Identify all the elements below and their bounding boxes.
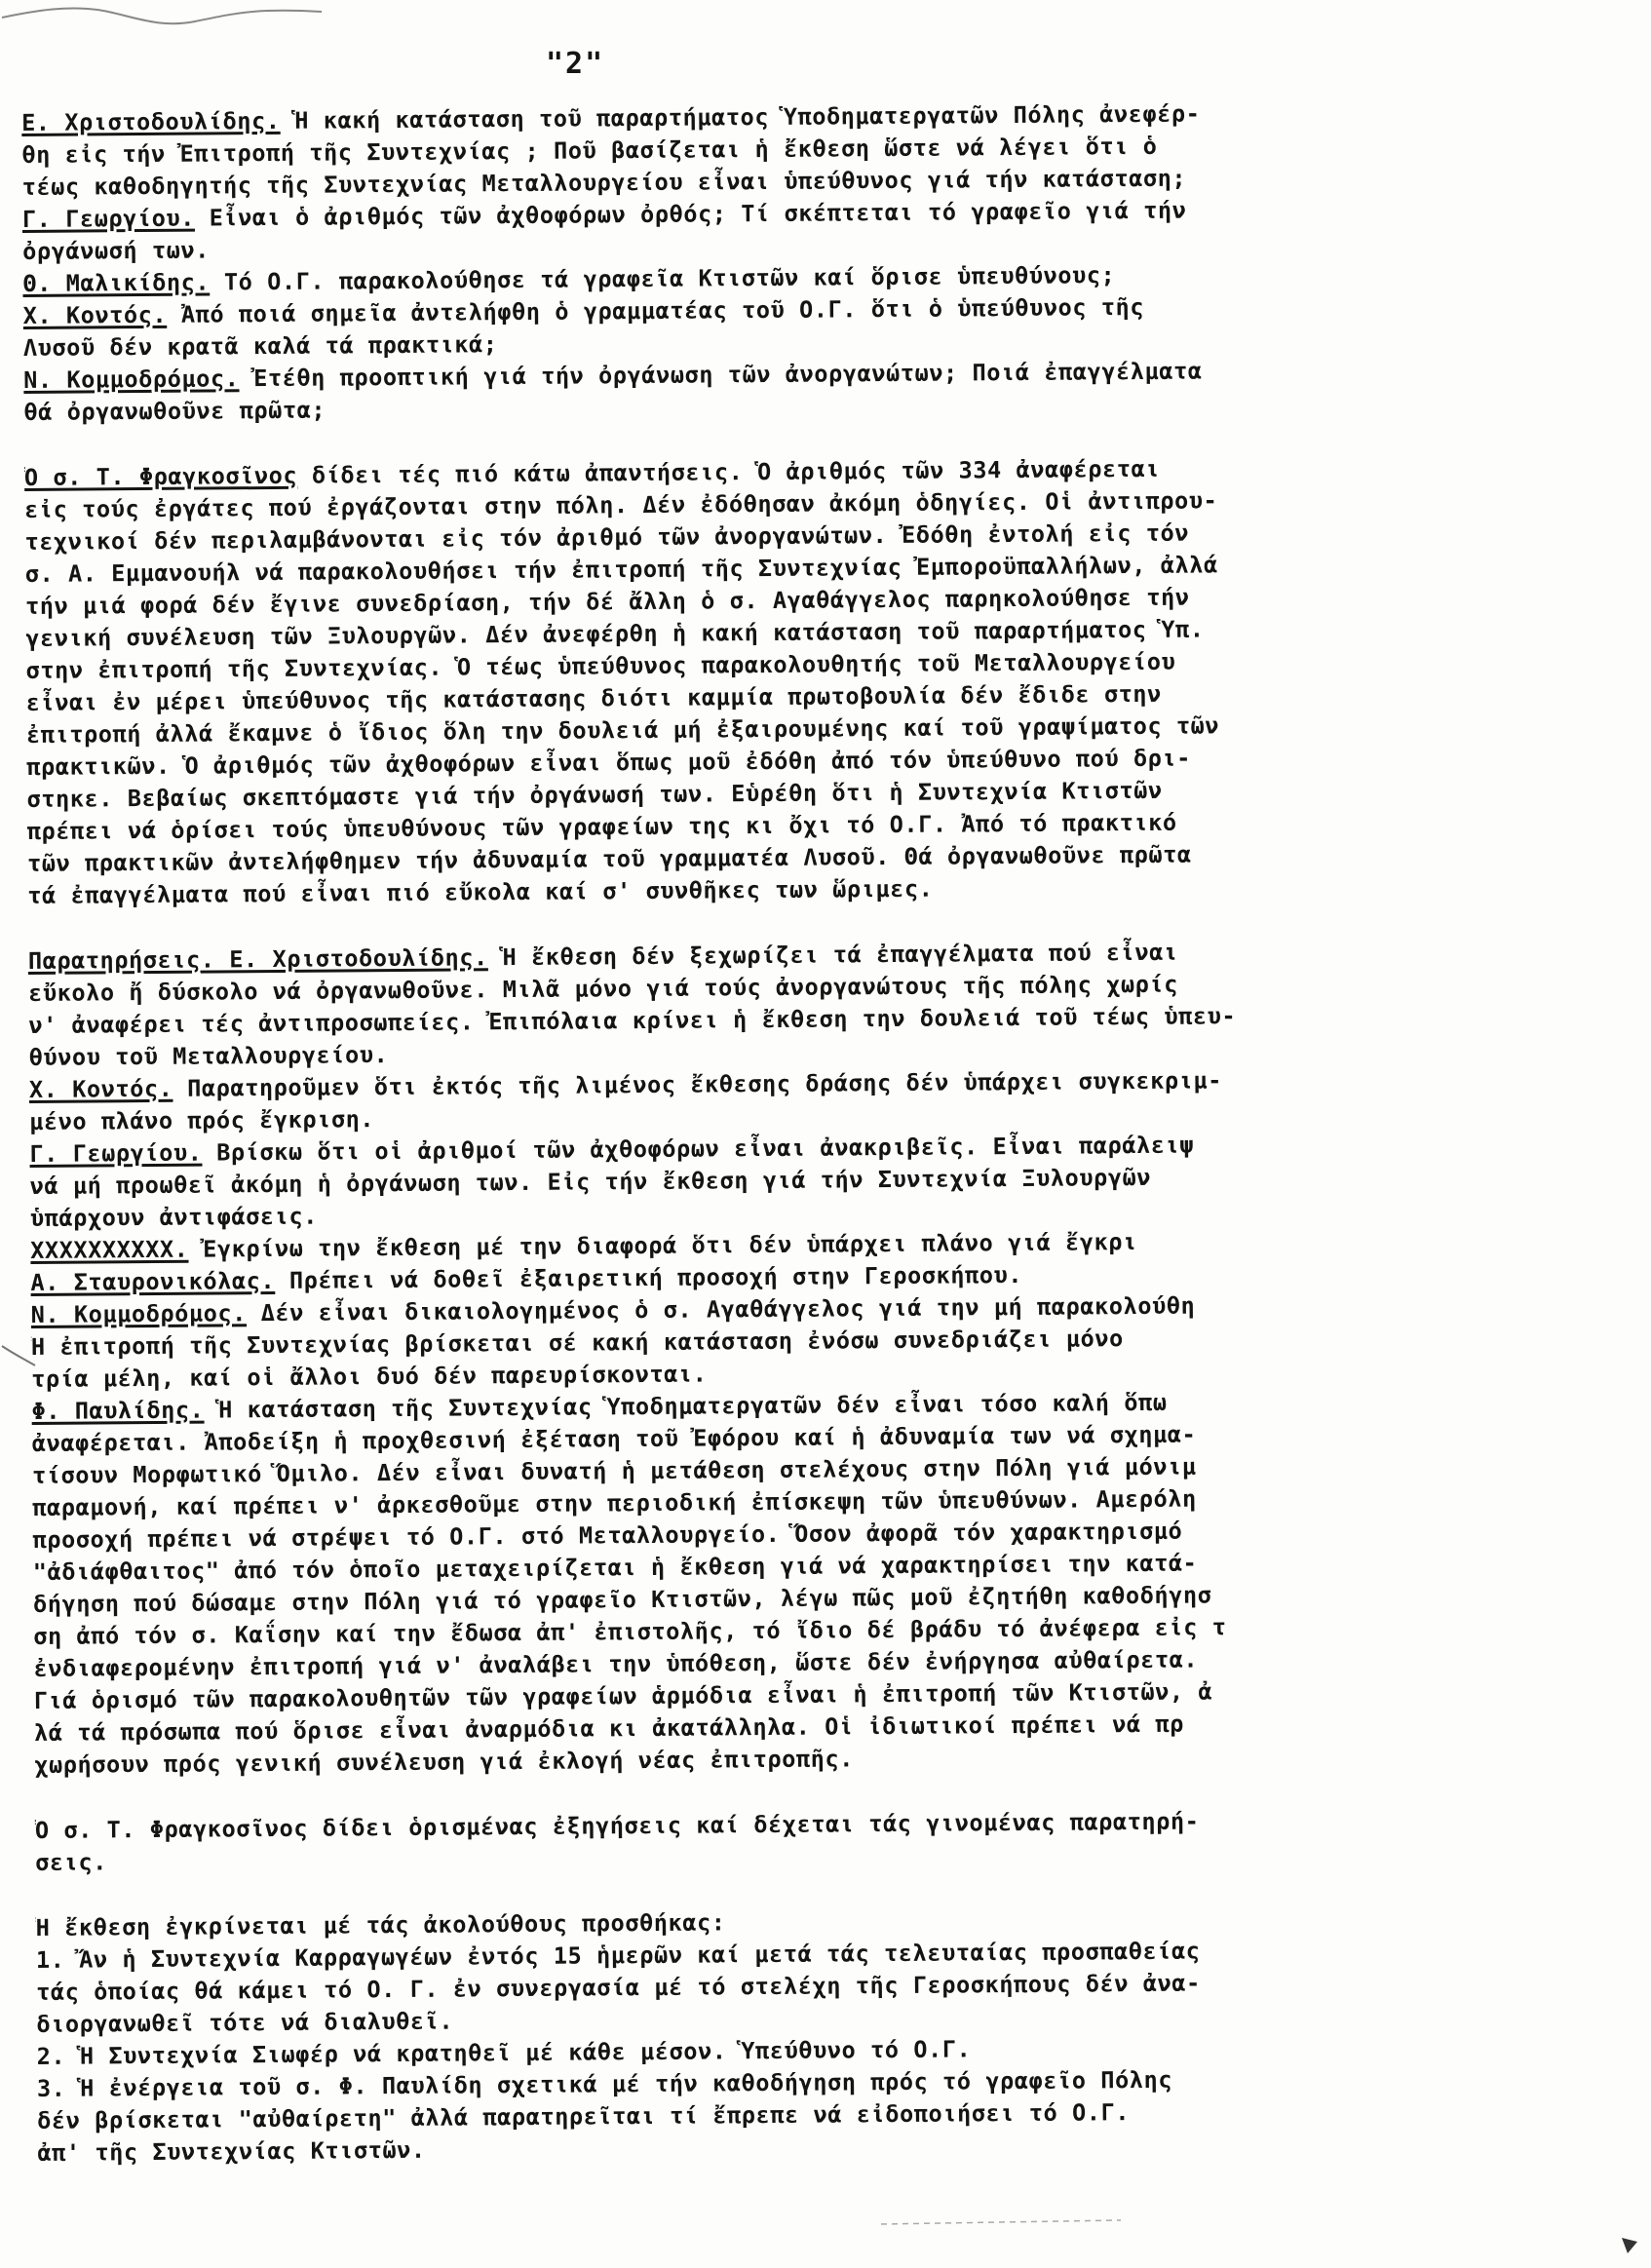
line-text: τρία μέλη, καί οἱ ἄλλοι δυό δέν παρευρίσκονται.: [31, 1360, 708, 1393]
line-text: παραμονή, καί πρέπει ν' ἀρκεσθοῦμε στην περιοδική ἐπίσκεψη τῶν ὑπευθύνων. Αμερόλη: [32, 1484, 1197, 1521]
line-text: Δέν εἶναι δικαιολογημένος ὁ σ. Αγαθάγγελος γιά την μή παρακολούθη: [246, 1291, 1196, 1327]
line-text: δέν βρίσκεται "αὐθαίρετη" ἀλλά παρατηρεῖται τί ἔπρεπε νά εἰδοποιήσει τό Ο.Γ.: [37, 2098, 1131, 2134]
line-text: Ἡ κατάσταση τῆς Συντεχνίας Ὑποδηματεργατῶν δέν εἶναι τόσο καλή ὅπω: [204, 1388, 1168, 1424]
line-text: 3. Ἡ ἐνέργεια τοῦ σ. Φ. Παυλίδη σχετικά μέ τήν καθοδήγηση πρός τό γραφεῖο Πόλης: [36, 2065, 1173, 2102]
line-text: μένο πλάνο πρός ἔγκριση.: [29, 1105, 375, 1135]
line-text: Ἡ ἐπιτροπή τῆς Συντεχνίας βρίσκεται σέ κακή κατάσταση ἐνόσω συνεδριάζει μόνο: [30, 1325, 1124, 1361]
line-text: Ἡ ἔκθεση ἐγκρίνεται μέ τάς ἀκολούθους προσθήκας:: [35, 1908, 726, 1941]
line-text: πρακτικῶν. Ὁ ἀριθμός τῶν ἀχθοφόρων εἶναι ὅπως μοῦ ἐδόθη ἀπό τόν ὑπεύθυνο πού δρι-: [26, 744, 1191, 781]
line-text: πρέπει νά ὁρίσει τούς ὑπευθύνους τῶν γραφείων της κι ὄχι τό Ο.Γ. Ἀπό τό πρακτικό: [26, 808, 1177, 845]
line-text: Εἶναι ὁ ἀριθμός τῶν ἀχθοφόρων ὀρθός; Τί σκέπτεται τό γραφεῖο γιά τήν: [194, 196, 1187, 232]
line-text: εὔκολο ἤ δύσκολο νά ὀργανωθοῦνε. Μιλᾶ μόνο γιά τούς ἀνοργανώτους τῆς πόλης χωρίς: [28, 970, 1179, 1007]
line-text: Παρατηροῦμεν ὅτι ἐκτός τῆς λιμένος ἔκθεσης δράσης δέν ὑπάρχει συγκεκριμ-: [173, 1066, 1223, 1102]
line-text: λά τά πρόσωπα πού ὅρισε εἶναι ἀναρμόδια κι ἀκατάλληλα. Οἱ ἰδιωτικοί πρέπει νά πρ: [33, 1710, 1185, 1747]
bottom-scan-smudge: [877, 2212, 1131, 2232]
line-text: τεχνικοί δέν περιλαμβάνονται εἰς τόν ἀριθμό τῶν ἀνοργανώτων. Ἐδόθη ἐντολή εἰς τόν: [24, 519, 1190, 556]
line-text: θά ὀργανωθοῦνε πρῶτα;: [23, 396, 326, 426]
document-body: [21, 95, 1646, 2203]
line-text: 1. Ἄν ἡ Συντεχνία Καρραγωγέων ἐντός 15 ἡμερῶν καί μετά τάς τελευταίας προσπαθείας: [35, 1937, 1201, 1974]
line-text: Ἐτέθη προοπτική γιά τήν ὀργάνωση τῶν ἀνοργανώτων; Ποιά ἐπαγγέλματα: [239, 357, 1203, 393]
speaker-name: XXXXXXXXXX.: [30, 1235, 189, 1264]
line-text: προσοχή πρέπει νά στρέψει τό Ο.Γ. στό Μεταλλουργείο. Ὅσον ἀφορᾶ τόν χαρακτηρισμό: [32, 1517, 1183, 1554]
speaker-name: Χ. Κοντός.: [22, 300, 168, 329]
speaker-name: Ν. Κομμοδρόμος.: [23, 365, 240, 394]
line-text: ἀναφέρεται. Ἀποδείξη ἡ προχθεσινή ἐξέταση τοῦ Ἐφόρου καί ἡ ἀδυναμία των νά σχημα-: [31, 1420, 1197, 1457]
paragraph-block: [28, 933, 1643, 1782]
speaker-name: Ν. Κομμοδρόμος.: [30, 1299, 248, 1328]
line-text: διοργανωθεῖ τότε νά διαλυθεῖ.: [36, 2007, 454, 2038]
line-text: τέως καθοδηγητής τῆς Συντεχνίας Μεταλλουργείου εἶναι ὑπεύθυνος γιά τήν κατάσταση;: [21, 164, 1187, 201]
line-text: ἐνδιαφερομένην ἐπιτροπή γιά ν' ἀναλάβει την ὑπόθεση, ὥστε δέν ἐνήργησα αὐθαίρετα.: [33, 1645, 1199, 1682]
line-text: Τό Ο.Γ. παρακολούθησε τά γραφεῖα Κτιστῶν καί ὅρισε ὑπευθύνους;: [210, 261, 1116, 296]
line-text: Ἀπό ποιά σημεῖα ἀντελήφθη ὁ γραμματέας τοῦ Ο.Γ. ὅτι ὁ ὑπεύθυνος τῆς: [167, 292, 1145, 328]
line-text: "ἀδιάφθαιτος" ἀπό τόν ὁποῖο μεταχειρίζεται ἡ ἔκθεση γιά νά χαρακτηρίσει την κατά-: [32, 1549, 1198, 1586]
line-text: ση ἀπό τόν σ. Καΐσην καί την ἔδωσα ἀπ' ἐπιστολῆς, τό ἴδιο δέ βράδυ τό ἀνέφερα εἰς τ: [33, 1613, 1227, 1650]
line-text: τήν μιά φορά δέν ἔγινε συνεδρίαση, τήν δέ ἄλλη ὁ σ. Αγαθάγγελος παρηκολούθησε τήν: [24, 583, 1190, 620]
line-text: 2. Ἡ Συντεχνία Σιωφέρ νά κρατηθεῖ μέ κάθε μέσον. Ὑπεύθυνο τό Ο.Γ.: [36, 2035, 972, 2070]
speaker-name: Ε. Χριστοδουλίδης.: [21, 106, 281, 136]
line-text: ν' ἀναφέρει τές ἀντιπροσωπείες. Ἐπιπόλαια κρίνει ἡ ἔκθεση την δουλειά τοῦ τέως ὑπευ-: [28, 1002, 1237, 1039]
paragraph-block: [24, 449, 1636, 912]
line-text: Ἡ ἔκθεση δέν ξεχωρίζει τά ἐπαγγέλματα πού εἶναι: [487, 938, 1178, 972]
line-text: ὑπάρχουν ἀντιφάσεις.: [29, 1202, 319, 1232]
line-text: στηκε. Βεβαίως σκεπτόμαστε γιά τήν ὀργάνωσή των. Εὑρέθη ὅτι ἡ Συντεχνία Κτιστῶν: [26, 776, 1163, 813]
line-text: τάς ὁποίας θά κάμει τό Ο. Γ. ἐν συνεργασία μέ τό στελέχη τῆς Γεροσκήπους δέν ἀνα-: [36, 1969, 1201, 2006]
line-text: Ἡ κακή κατάσταση τοῦ παραρτήματος Ὑποδηματεργατῶν Πόλης ἀνεφέρ-: [280, 99, 1201, 135]
line-text: Λυσοῦ δέν κρατᾶ καλά τά πρακτικά;: [22, 330, 498, 362]
top-left-scan-streak: [0, 0, 331, 39]
line-text: χωρήσουν πρός γενική συνέλευση γιά ἐκλογή νέας ἐπιτροπῆς.: [34, 1745, 855, 1779]
line-text: Βρίσκω ὅτι οἱ ἀριθμοί τῶν ἀχθοφόρων εἶναι ἀνακριβεῖς. Εἶναι παράλειψ: [202, 1131, 1195, 1167]
line-text: Γιά ὁρισμό τῶν παρακολουθητῶν τῶν γραφείων ἁρμόδια εἶναι ἡ ἐπιτροπή τῶν Κτιστῶν, ἀ: [33, 1677, 1213, 1714]
line-text: εἰς τούς ἐργάτες πού ἐργάζονται στην πόλη. Δέν ἐδόθησαν ἀκόμη ὁδηγίες. Οἱ ἀντιπρου-: [24, 486, 1218, 523]
line-text: στην ἐπιτροπή τῆς Συντεχνίας. Ὁ τέως ὑπεύθυνος παρακολουθητής τοῦ Μεταλλουργείου: [25, 647, 1176, 684]
line-text: δίδει τές πιό κάτω ἀπαντήσεις. Ὁ ἀριθμός τῶν 334 ἀναφέρεται: [297, 454, 1161, 489]
line-text: γενική συνέλευση τῶν Ξυλουργῶν. Δέν ἀνεφέρθη ἡ κακή κατάσταση τοῦ παραρτήματος Ὑπ.: [25, 615, 1205, 652]
line-text: δήγηση πού δώσαμε στην Πόλη γιά τό γραφεῖο Κτιστῶν, λέγω πῶς μοῦ ἐζητήθη καθοδήγησ: [32, 1581, 1212, 1618]
paragraph-block: [36, 1900, 1646, 2170]
line-text: εἶναι ἐν μέρει ὑπεύθυνος τῆς κατάστασης διότι καμμία πρωτοβουλία δέν ἔδιδε στην: [25, 679, 1162, 716]
speaker-name: Α. Σταυρονικόλας.: [30, 1266, 276, 1296]
speaker-name: Φ. Παυλίδης.: [31, 1396, 205, 1425]
line-text: σ. Α. Εμμανουήλ νά παρακολουθήσει τήν ἐπιτροπή τῆς Συντεχνίας Ἐμποροϋπαλλήλων, ἀλλά: [24, 551, 1218, 588]
line-text: θύνου τοῦ Μεταλλουργείου.: [28, 1041, 389, 1071]
speaker-name: Χ. Κοντός.: [28, 1074, 173, 1103]
line-text: Πρέπει νά δοθεῖ ἐξαιρετική προσοχή στην Γεροσκήπου.: [275, 1260, 1023, 1294]
line-text: Ἐγκρίνω την ἔκθεση μέ την διαφορά ὅτι δέν ὑπάρχει πλάνο γιά ἔγκρι: [188, 1228, 1137, 1263]
speaker-name: Θ. Μαλικίδης.: [22, 268, 211, 297]
line-text: τά ἐπαγγέλματα πού εἶναι πιό εὔκολα καί σ' συνθῆκες των ὥριμες.: [27, 874, 934, 909]
line-text: σεις.: [35, 1848, 108, 1876]
paragraph-block: [21, 95, 1632, 429]
speaker-name: Γ. Γεωργίου.: [29, 1138, 203, 1168]
line-text: ἀπ' τῆς Συντεχνίας Κτιστῶν.: [37, 2135, 426, 2167]
page-number: "2": [546, 47, 605, 81]
line-text: ἐπιτροπή ἀλλά ἔκαμνε ὁ ἴδιος ὅλη την δουλειά μή ἐξαιρουμένης καί τοῦ γραψίματος τῶν: [25, 711, 1220, 749]
speaker-name: Γ. Γεωργίου.: [21, 204, 195, 233]
line-text: τίσουν Μορφωτικό Ὅμιλο. Δέν εἶναι δυνατή ἡ μετάθεση στελέχους στην Πόλη γιά μόνιμ: [31, 1452, 1197, 1489]
speaker-name: Ὁ σ. Τ. Φραγκοσῖνος: [23, 461, 298, 491]
line-text: θη εἰς τήν Ἐπιτροπή τῆς Συντεχνίας ; Ποῦ βασίζεται ἡ ἔκθεση ὥστε νά λέγει ὅτι ὁ: [21, 132, 1158, 169]
paragraph-block: [35, 1802, 1643, 1879]
bottom-right-corner-mark: [1618, 2232, 1647, 2261]
line-text: νά μή προωθεῖ ἀκόμη ἡ ὀργάνωση των. Εἰς τήν ἔκθεση γιά τήν Συντεχνία Ξυλουργῶν: [29, 1163, 1152, 1200]
line-text: τῶν πρακτικῶν ἀντελήφθημεν τήν ἀδυναμία τοῦ γραμματέα Λυσοῦ. Θά ὀργανωθοῦνε πρῶτα: [26, 840, 1192, 877]
line-text: Ὁ σ. Τ. Φραγκοσῖνος δίδει ὁρισμένας ἐξηγήσεις καί δέχεται τάς γινομένας παρατηρή-: [34, 1807, 1200, 1844]
speaker-name: Παρατηρήσεις. Ε. Χριστοδουλίδης.: [27, 943, 488, 975]
line-text: ὀργάνωσή των.: [22, 236, 211, 265]
